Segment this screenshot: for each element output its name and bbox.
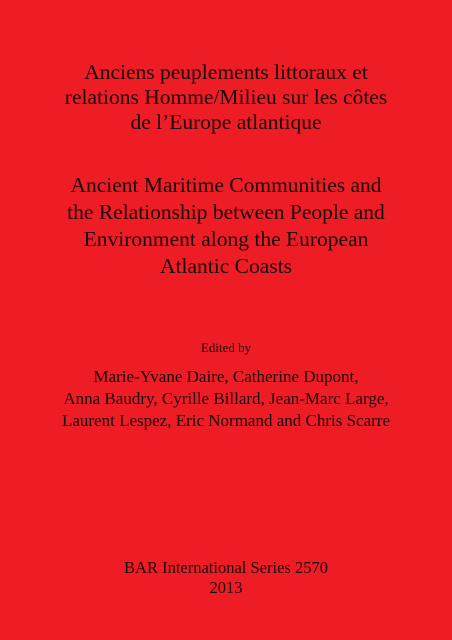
english-title [0, 172, 452, 280]
publication-year: 2013 [209, 578, 243, 597]
edited-by-label: Edited by [200, 340, 252, 355]
french-title [0, 60, 452, 135]
french-title-line-3: de l’Europe atlantique [130, 110, 322, 134]
french-title-line-2: relations Homme/Milieu sur les côtes [64, 85, 388, 109]
english-title-line-4: Atlantic Coasts [160, 254, 292, 278]
series-info [0, 558, 452, 598]
editors-line-1: Marie-Yvane Daire, Catherine Dupont, [93, 367, 359, 386]
english-title-line-2: the Relationship between People and [67, 200, 385, 224]
english-title-line-1: Ancient Maritime Communities and [70, 173, 382, 197]
editors-list [0, 366, 452, 432]
editors-line-3: Laurent Lespez, Eric Normand and Chris Scarre [61, 411, 391, 430]
series-name: BAR International Series 2570 [124, 558, 328, 577]
english-title-line-3: Environment along the European [83, 227, 369, 251]
french-title-line-1: Anciens peuplements littoraux et [84, 60, 368, 84]
editors-line-2: Anna Baudry, Cyrille Billard, Jean-Marc Large, [63, 389, 389, 408]
